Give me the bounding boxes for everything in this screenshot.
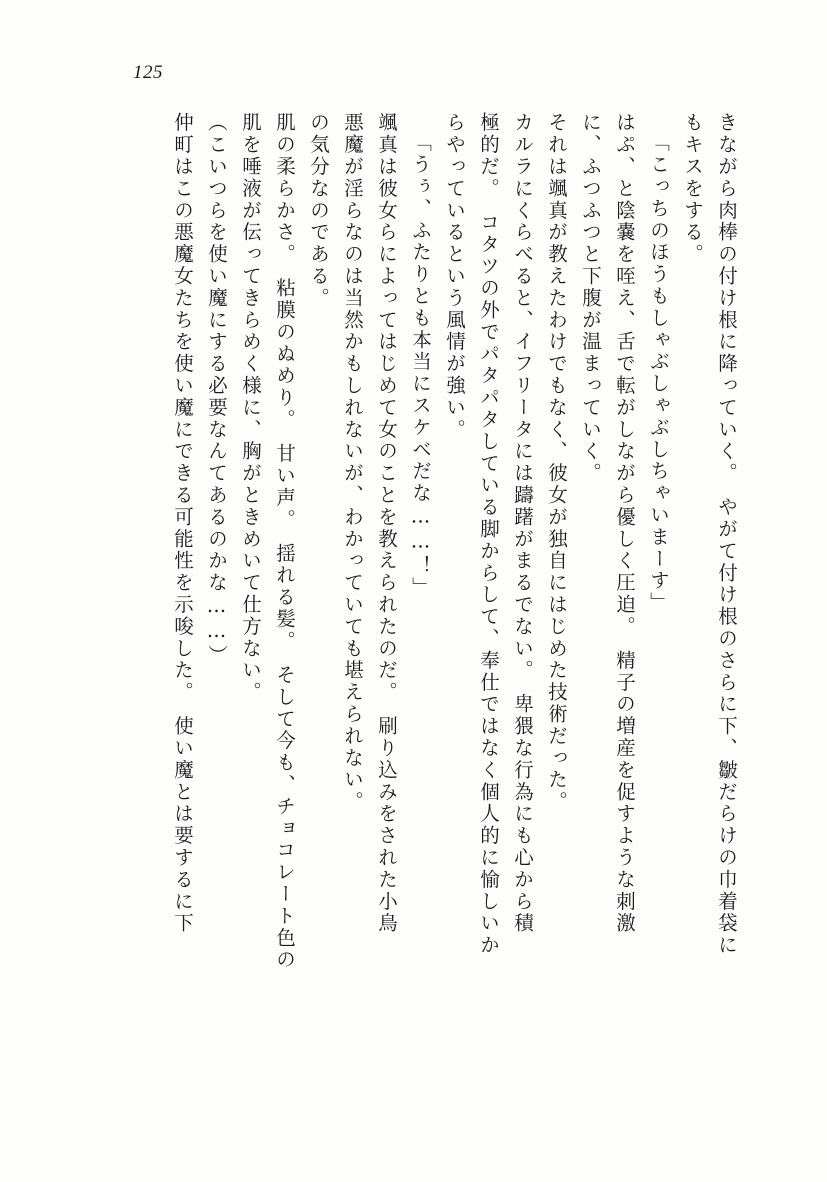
text-column: 颯真は彼女らによってはじめて女のことを教えられたのだ。 刷り込みをされた小鳥: [375, 112, 398, 935]
text-column: の気分なのである。: [307, 112, 330, 310]
text-column: はぷ、と陰嚢を咥え、舌で転がしながら優しく圧迫。 精子の増産を促すような刺激: [613, 112, 636, 935]
page-number: 125: [133, 62, 163, 83]
text-column: きながら肉棒の付け根に降っていく。 やがて付け根のさらに下、皺だらけの巾着袋に: [715, 112, 738, 957]
text-column: 悪魔が淫らなのは当然かもしれないが、わかっていても堪えられない。: [341, 112, 364, 813]
vertical-text-block: [96, 112, 736, 1072]
text-column: 「うぅ、ふたりとも本当にスケベだな……！」: [409, 132, 432, 599]
text-column: それは颯真が教えたわけでもなく、彼女が独自にはじめた技術だった。: [545, 112, 568, 813]
text-column: 「こっちのほうもしゃぶしゃぶしちゃいまーす」: [647, 132, 670, 614]
text-column: 肌を唾液が伝ってきらめく様に、胸がときめいて仕方ない。: [239, 112, 262, 704]
text-column: カルラにくらべると、イフリータには躊躇がまるでない。 卑猥な行為にも心から積: [511, 112, 534, 935]
text-column: 仲町はこの悪魔女たちを使い魔にできる可能性を示唆した。 使い魔とは要するに下: [171, 112, 194, 935]
text-column: 極的だ。 コタツの外でパタパタしている脚からして、奉仕ではなく個人的に愉しいか: [477, 112, 500, 957]
text-column: もキスをする。: [681, 112, 704, 266]
text-column: らやっているという風情が強い。: [443, 112, 466, 441]
text-column: に、ふつふつと下腹が温まっていく。: [579, 112, 602, 485]
text-column: 肌の柔らかさ。 粘膜のぬめり。 甘い声。 揺れる髪。 そして今も、チョコレート色の: [273, 112, 296, 971]
text-column: （こいつらを使い魔にする必要なんてあるのかな……）: [205, 112, 228, 667]
